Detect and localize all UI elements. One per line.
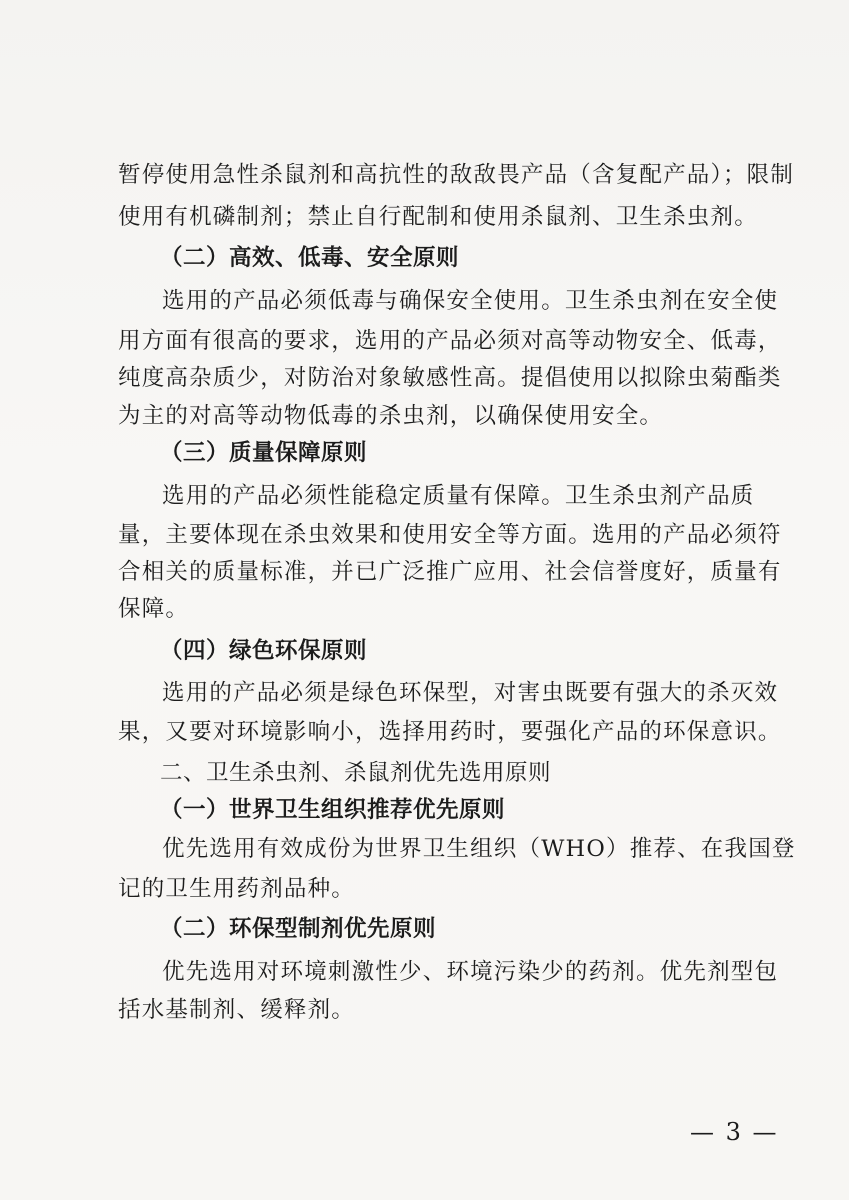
page-number: — 3 — bbox=[690, 1118, 779, 1146]
body-text-line: 合相关的质量标准，并已广泛推广应用、社会信誉度好，质量有 bbox=[118, 559, 782, 585]
body-text-line: 括水基制剂、缓释剂。 bbox=[118, 997, 356, 1023]
body-text-line: 果，又要对环境影响小，选择用药时，要强化产品的环保意识。 bbox=[118, 719, 782, 745]
body-text-line: 使用有机磷制剂；禁止自行配制和使用杀鼠剂、卫生杀虫剂。 bbox=[118, 204, 758, 230]
body-text-line: 纯度高杂质少，对防治对象敏感性高。提倡使用以拟除虫菊酯类 bbox=[118, 365, 782, 391]
section-heading: （一）世界卫生组织推荐优先原则 bbox=[160, 797, 506, 823]
body-text-line: 记的卫生用药剂品种。 bbox=[118, 876, 356, 902]
body-text-line: 选用的产品必须性能稳定质量有保障。卫生杀虫剂产品质 bbox=[162, 483, 755, 509]
body-text-line: 暂停使用急性杀鼠剂和高抗性的敌敌畏产品（含复配产品）；限制 bbox=[118, 162, 795, 188]
body-text-line: 选用的产品必须低毒与确保安全使用。卫生杀虫剂在安全使 bbox=[162, 288, 779, 314]
section-heading: （四）绿色环保原则 bbox=[160, 638, 368, 664]
section-heading: （二）环保型制剂优先原则 bbox=[160, 916, 437, 942]
section-heading: （三）质量保障原则 bbox=[160, 440, 368, 466]
body-text-line: 为主的对高等动物低毒的杀虫剂，以确保使用安全。 bbox=[118, 403, 664, 429]
body-text-line: 优先选用对环境刺激性少、环境污染少的药剂。优先剂型包 bbox=[162, 959, 779, 985]
body-text-line: 保障。 bbox=[118, 596, 190, 622]
section-heading: （二）高效、低毒、安全原则 bbox=[160, 245, 460, 271]
chapter-heading: 二、卫生杀虫剂、杀鼠剂优先选用原则 bbox=[160, 760, 552, 786]
body-text-line: 选用的产品必须是绿色环保型，对害虫既要有强大的杀灭效 bbox=[162, 680, 779, 706]
body-text-line: 优先选用有效成份为世界卫生组织（WHO）推荐、在我国登 bbox=[162, 836, 796, 862]
body-text-line: 用方面有很高的要求，选用的产品必须对高等动物安全、低毒， bbox=[118, 328, 782, 354]
body-text-line: 量，主要体现在杀虫效果和使用安全等方面。选用的产品必须符 bbox=[118, 522, 782, 548]
